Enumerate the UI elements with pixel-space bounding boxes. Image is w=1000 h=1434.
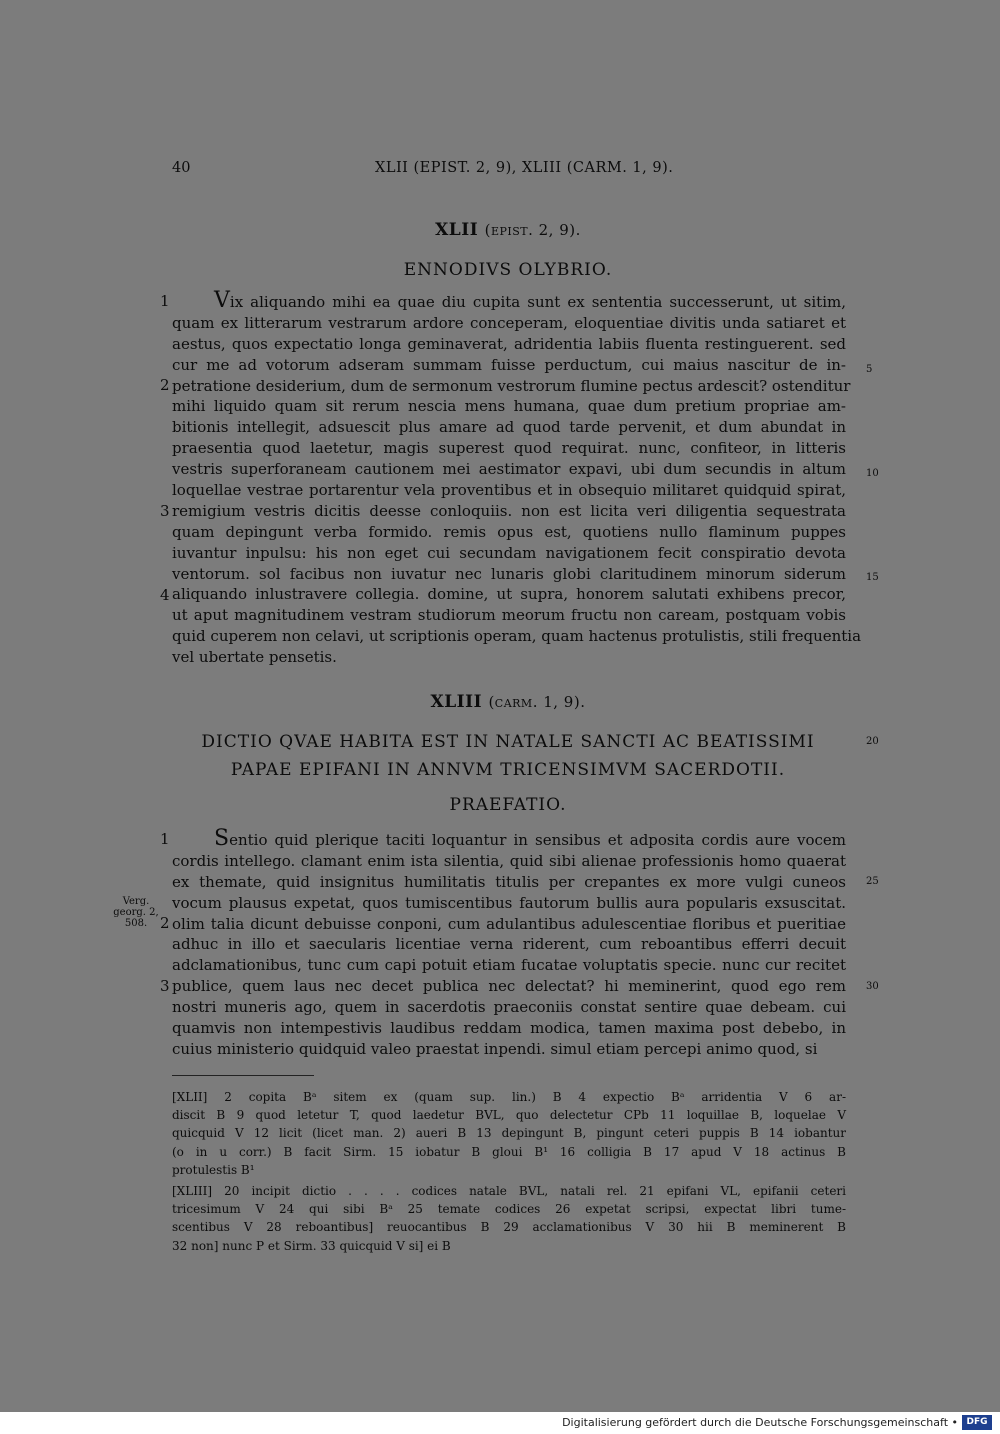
- xlii-line: iuvantur inpulsu: his non eget cui secundam navigationem fecit conspiratio devota: [172, 543, 846, 562]
- apparatus-line: tricesimum V 24 qui sibi Bᵃ 25 temate codices 26 expetat scripsi, expectat libri tume-: [172, 1202, 846, 1217]
- line-number-5: 5: [866, 364, 873, 375]
- xliii-heading-ref: (carm. 1, 9).: [488, 693, 586, 711]
- xlii-text: [172, 288, 862, 668]
- xliii-line: nostri muneris ago, quem in sacerdotis praeconiis constat sentire quae debeam. cui: [172, 998, 846, 1017]
- line-number-15: 15: [866, 572, 879, 583]
- apparatus-xlii: [172, 1088, 846, 1179]
- xliii-dropcap: S: [214, 826, 230, 851]
- xliii-line: cordis intellego. clamant enim ista silentia, quid sibi alienae professionis homo quaerat: [172, 851, 846, 870]
- xlii-line: remigium vestris dicitis deesse conloquiis. non est licita veri diligentia sequestrata: [172, 501, 846, 520]
- xliii-line: adhuc in illo et saecularis licentiae verna riderent, cum reboantibus efferri decuit: [172, 935, 846, 954]
- xlii-line: vel ubertate pensetis.: [172, 648, 337, 667]
- xlii-heading-number: XLII: [435, 220, 479, 240]
- xlii-line: quid cuperem non celavi, ut scriptionis operam, quam hactenus protulistis, stili frequentia: [172, 627, 862, 646]
- running-title: XLII (EPIST. 2, 9), XLIII (CARM. 1, 9).: [375, 160, 674, 176]
- digitization-footer: [0, 1412, 1000, 1434]
- xliii-title-line-2: PAPAE EPIFANI IN ANNVM TRICENSIMVM SACERDOTII.: [230, 760, 786, 780]
- xlii-section-3: 3: [160, 502, 170, 520]
- xliii-line: cuius ministerio quidquid valeo praestat inpendi. simul etiam percepi animo quod, si: [172, 1039, 818, 1058]
- xlii-line-text: ix aliquando mihi ea quae diu cupita sunt ex sententia successerunt, ut sitim,: [229, 293, 846, 311]
- xlii-dropcap: V: [214, 288, 230, 313]
- xlii-section-1: 1: [160, 292, 170, 310]
- xlii-line: quam ex litterarum vestrarum ardore conceperam, eloquentiae divitis unda satiaret et: [172, 313, 846, 332]
- apparatus-line: [XLIII] 20 incipit dictio . . . . codices natale BVL, natali rel. 21 epifani VL, epifanii ceteri: [172, 1184, 846, 1198]
- dfg-logo: DFG: [962, 1415, 992, 1430]
- xliii-heading: [170, 692, 846, 712]
- xliii-line: olim talia dicunt debuisse conponi, cum adulantibus adulescentiae floribus et pueritiae: [172, 914, 846, 933]
- xliii-line: quamvis non intempestivis laudibus reddam modica, tamen maxima post debebo, in: [172, 1019, 846, 1038]
- line-number-30: 30: [866, 981, 879, 992]
- xliii-section-1: 1: [160, 830, 170, 848]
- xlii-title: ENNODIVS OLYBRIO.: [403, 260, 613, 280]
- xlii-line: quam depingunt verba formido. remis opus est, quotiens nullo flaminum puppes: [172, 522, 846, 541]
- xlii-heading: [170, 220, 846, 240]
- footer-text: Digitalisierung gefördert durch die Deutsche Forschungsgemeinschaft •: [562, 1416, 958, 1429]
- xlii-line: aliquando inlustravere collegia. domine, ut supra, honorem salutati exhibens precor,: [172, 585, 846, 604]
- xliii-section-3: 3: [160, 977, 170, 995]
- xliii-section-2: 2: [160, 914, 170, 932]
- apparatus-line: scentibus V 28 reboantibus] reuocantibus B 29 acclamationibus V 30 hii B meminerent B: [172, 1220, 846, 1235]
- xlii-line: cur me ad votorum adseram summam fuisse perductum, cui maius nascitur de in-: [172, 355, 846, 374]
- margin-note: Verg. georg. 2, 508.: [113, 896, 159, 929]
- xliii-line: vocum plausus expetat, quos tumiscentibus fautorum bullis aura popularis exsuscitat.: [172, 893, 846, 912]
- line-number-10: 10: [866, 468, 879, 479]
- xliii-line: ex themate, quid insignitus humilitatis titulis per crepantes ex more vulgi cuneos: [172, 872, 846, 891]
- apparatus-line: 32 non] nunc P et Sirm. 33 quicquid V si] ei B: [172, 1238, 451, 1253]
- xliii-text: [172, 826, 846, 1060]
- xlii-line: petratione desiderium, dum de sermonum vestrorum flumine pectus ardescit? ostenditur: [172, 376, 851, 395]
- xlii-heading-ref: (epist. 2, 9).: [484, 221, 581, 239]
- xliii-subtitle: PRAEFATIO.: [449, 795, 567, 815]
- xlii-section-2: 2: [160, 376, 170, 394]
- apparatus-line: protulestis B¹: [172, 1162, 255, 1177]
- xlii-section-4: 4: [160, 586, 170, 604]
- apparatus-xliii: [172, 1182, 846, 1255]
- apparatus-line: [XLII] 2 copita Bᵃ sitem ex (quam sup. lin.) B 4 expectio Bᵃ arridentia V 6 ar-: [172, 1090, 846, 1104]
- xlii-line: loquellae vestrae portarentur vela proventibus et in obsequio militaret quidquid spirat,: [172, 481, 846, 500]
- xliii-heading-number: XLIII: [430, 692, 483, 712]
- line-number-25: 25: [866, 876, 879, 887]
- running-head: [0, 160, 1000, 182]
- apparatus-line: (o in u corr.) B facit Sirm. 15 iobatur B gloui B¹ 16 colligia B 17 apud V 18 actinus B: [172, 1144, 846, 1159]
- footnote-rule: [172, 1075, 314, 1076]
- xliii-line: publice, quem laus nec decet publica nec delectat? hi meminerint, quod ego rem: [172, 977, 846, 996]
- page-number: 40: [172, 160, 191, 176]
- apparatus-line: discit B 9 quod letetur T, quod laedetur BVL, quo delectetur CPb 11 loquillae B, loquelae V: [172, 1108, 846, 1123]
- xliii-line: [172, 826, 846, 851]
- xlii-line: ut aput magnitudinem vestram studiorum meorum fructu non caream, postquam vobis: [172, 606, 846, 625]
- xlii-line: aestus, quos expectatio longa geminaverat, adridentia labiis fluenta restinguerent. sed: [172, 334, 846, 353]
- xlii-line: vestris superforaneam cautionem mei aestimator expavi, ubi dum secundis in altum: [172, 460, 846, 479]
- line-number-20: 20: [866, 736, 879, 747]
- xlii-line: mihi liquido quam sit rerum nescia mens humana, quae dum pretium propriae am-: [172, 397, 846, 416]
- xlii-line: ventorum. sol facibus non iuvatur nec lunaris globi claritudinem minorum siderum: [172, 564, 846, 583]
- xliii-line-text: entio quid plerique taciti loquantur in sensibus et adposita cordis aure vocem: [229, 831, 846, 849]
- apparatus-line: quicquid V 12 licit (licet man. 2) aueri B 13 depingunt B, pingunt ceteri puppis B 14 iobantur: [172, 1126, 846, 1141]
- xliii-title-line-1: DICTIO QVAE HABITA EST IN NATALE SANCTI AC BEATISSIMI: [201, 732, 815, 752]
- xlii-line: praesentia quod laetetur, magis superest quod requirat. nunc, confiteor, in litteris: [172, 439, 846, 458]
- xlii-line: [172, 288, 846, 313]
- xlii-line: bitionis intellegit, adsuescit plus amare ad quod tarde pervenit, et dum abundat in: [172, 418, 846, 437]
- xliii-line: adclamationibus, tunc cum capi potuit etiam fucatae voluptatis specie. nunc cur recitet: [172, 956, 846, 975]
